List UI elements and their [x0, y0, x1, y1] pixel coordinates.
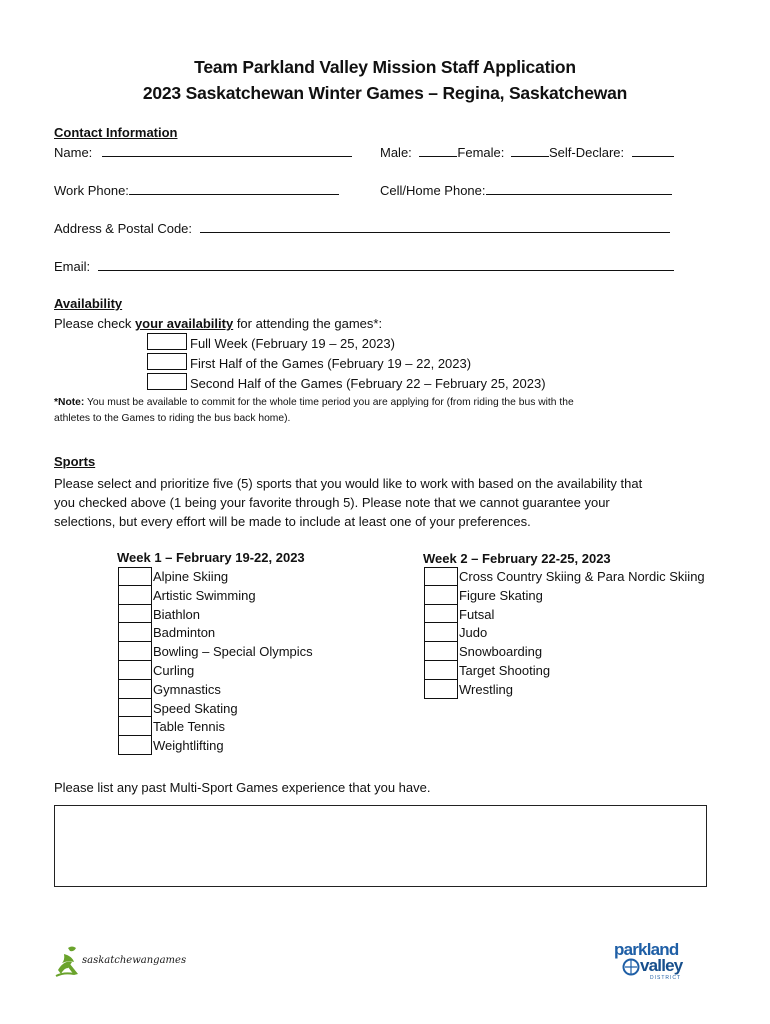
- week1-rank-box[interactable]: [118, 642, 152, 661]
- second-half-checkbox[interactable]: [147, 373, 187, 390]
- form-title: Team Parkland Valley Mission Staff Application: [194, 57, 576, 77]
- parkland-wordmark: parkland: [614, 940, 679, 959]
- week1-sport-label: Biathlon: [153, 606, 200, 622]
- note-label: *Note:: [54, 397, 85, 408]
- parkland-valley-logo: [614, 940, 698, 982]
- week1-rank-box[interactable]: [118, 736, 152, 755]
- availability-prompt-bold: your availability: [134, 316, 234, 331]
- sports-intro-3: selections, but every effort will be made to include at least one of your preferences.: [54, 514, 531, 529]
- week2-rank-box[interactable]: [424, 623, 458, 642]
- email-label: Email:: [54, 259, 91, 274]
- address-field[interactable]: [200, 221, 670, 233]
- week1-rank-box[interactable]: [118, 605, 152, 624]
- email-row: [54, 259, 674, 274]
- male-label: Male:: [380, 145, 412, 160]
- address-label: Address & Postal Code:: [54, 221, 193, 236]
- contact-heading: Contact Information: [54, 125, 178, 140]
- experience-prompt: Please list any past Multi-Sport Games experience that you have.: [54, 780, 431, 795]
- second-half-label: Second Half of the Games (February 22 – February 25, 2023): [190, 376, 546, 391]
- saskatchewan-games-logo: [54, 942, 194, 980]
- sports-intro-1: Please select and prioritize five (5) sports that you would like to work with based on the availability that: [54, 476, 643, 491]
- form-subtitle: 2023 Saskatchewan Winter Games – Regina, Saskatchewan: [142, 83, 628, 103]
- availability-prompt-end: for attending the games*:: [233, 316, 383, 331]
- gender-row: [380, 145, 674, 160]
- week2-rank-box[interactable]: [424, 642, 458, 661]
- week1-sport-label: Badminton: [153, 625, 216, 641]
- week2-sport-label: Cross Country Skiing & Para Nordic Skiing: [459, 569, 705, 584]
- cell-phone-field[interactable]: [486, 183, 672, 195]
- week1-heading: Week 1 – February 19-22, 2023: [117, 550, 305, 565]
- week1-sport-label: Table Tennis: [153, 719, 226, 735]
- name-label: Name:: [54, 145, 93, 160]
- email-field[interactable]: [98, 259, 674, 271]
- sports-heading: Sports: [54, 454, 96, 469]
- week2-rank-box[interactable]: [424, 586, 458, 605]
- name-field[interactable]: [102, 145, 352, 157]
- week1-sport-label: Gymnastics: [153, 681, 221, 697]
- cell-phone-row: [380, 183, 672, 198]
- week1-sport-label: Weightlifting: [153, 738, 224, 754]
- work-phone-row: [54, 183, 339, 198]
- week1-sport-label: Speed Skating: [153, 700, 238, 716]
- note-text-1: You must be available to commit for the whole time period you are applying for (from riding the bus with the: [84, 397, 574, 408]
- availability-note: [54, 397, 574, 408]
- availability-prompt: [54, 316, 382, 331]
- self-declare-label: Self-Declare:: [549, 145, 625, 160]
- full-week-checkbox[interactable]: [147, 333, 187, 350]
- first-half-checkbox[interactable]: [147, 353, 187, 370]
- week2-sport-label: Wrestling: [459, 681, 513, 697]
- week1-sport-label: Bowling – Special Olympics: [153, 644, 313, 660]
- first-half-label: First Half of the Games (February 19 – 22, 2023): [190, 356, 472, 371]
- work-phone-field[interactable]: [129, 183, 339, 195]
- week1-sport-label: Curling: [153, 663, 195, 678]
- week2-rank-box[interactable]: [424, 605, 458, 624]
- week1-rank-box[interactable]: [118, 680, 152, 699]
- week2-rank-box[interactable]: [424, 680, 458, 699]
- experience-textarea[interactable]: [54, 805, 707, 887]
- availability-prompt-start: Please check: [54, 316, 135, 331]
- week1-sport-label: Alpine Skiing: [153, 569, 229, 584]
- week1-rank-box[interactable]: [118, 623, 152, 642]
- male-field[interactable]: [419, 145, 457, 157]
- cell-phone-label: Cell/Home Phone:: [380, 183, 486, 198]
- self-declare-field[interactable]: [632, 145, 674, 157]
- female-field[interactable]: [511, 145, 549, 157]
- week1-rank-box[interactable]: [118, 567, 152, 586]
- week2-sport-label: Snowboarding: [459, 644, 543, 660]
- week1-sport-label: Artistic Swimming: [153, 587, 256, 603]
- week2-heading: Week 2 – February 22-25, 2023: [423, 551, 611, 566]
- week2-rank-box[interactable]: [424, 567, 458, 586]
- valley-wordmark: valley: [640, 956, 683, 975]
- work-phone-label: Work Phone:: [54, 183, 129, 198]
- week2-sport-label: Figure Skating: [459, 587, 543, 603]
- week1-rank-box[interactable]: [118, 661, 152, 680]
- week2-sport-label: Target Shooting: [459, 663, 551, 678]
- week1-rank-box[interactable]: [118, 586, 152, 605]
- week2-sport-label: Judo: [459, 625, 488, 641]
- full-week-label: Full Week (February 19 – 25, 2023): [190, 336, 395, 351]
- week2-sport-label: Futsal: [459, 606, 495, 622]
- week1-rank-box[interactable]: [118, 699, 152, 718]
- female-label: Female:: [457, 145, 505, 160]
- globe-icon: [622, 958, 640, 976]
- name-row: [54, 145, 352, 160]
- availability-note-2: athletes to the Games to riding the bus back home).: [54, 413, 291, 424]
- availability-heading: Availability: [54, 296, 123, 311]
- week1-rank-box[interactable]: [118, 717, 152, 736]
- sports-intro-2: you checked above (1 being your favorite through 5). Please note that we cannot guarantee your: [54, 495, 610, 510]
- sask-games-wordmark: saskatchewangames: [82, 955, 187, 966]
- address-row: [54, 221, 670, 236]
- week2-rank-box[interactable]: [424, 661, 458, 680]
- district-wordmark: DISTRICT: [650, 975, 682, 981]
